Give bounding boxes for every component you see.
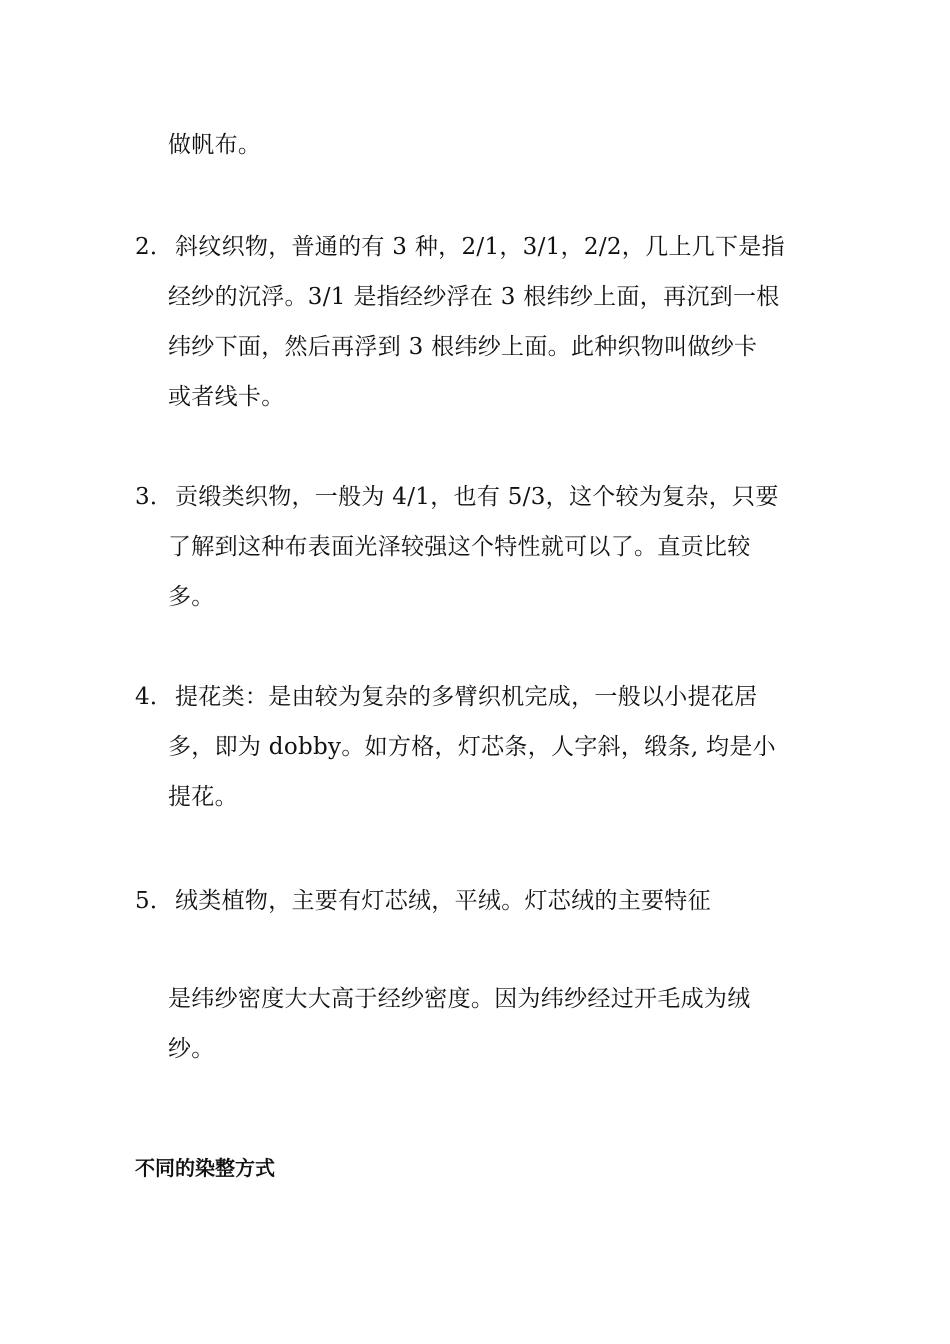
item-3-line-2: 了解到这种布表面光泽较强这个特性就可以了。直贡比较 xyxy=(168,534,751,560)
item-5-line-1: 绒类植物，主要有灯芯绒，平绒。灯芯绒的主要特征 xyxy=(175,888,711,914)
item-3-line-3: 多。 xyxy=(168,584,215,610)
item-2-line-1: 斜纹织物，普通的有 3 种，2/1，3/1，2/2，几上几下是指 xyxy=(175,234,785,260)
item-number: 3． xyxy=(135,484,174,510)
item-2-line-2: 经纱的沉浮。3/1 是指经纱浮在 3 根纬纱上面，再沉到一根 xyxy=(168,284,780,310)
item-3-line-1: 贡缎类织物，一般为 4/1，也有 5/3，这个较为复杂，只要 xyxy=(175,484,779,510)
item-number: 4． xyxy=(135,684,174,710)
item-4-line-1: 提花类：是由较为复杂的多臂织机完成，一般以小提花居 xyxy=(175,684,758,710)
continuation-line-1: 是纬纱密度大大高于经纱密度。因为纬纱经过开毛成为绒 xyxy=(168,986,751,1012)
item-2-line-3: 纬纱下面，然后再浮到 3 根纬纱上面。此种织物叫做纱卡 xyxy=(168,334,758,360)
item-2-line-4: 或者线卡。 xyxy=(168,384,285,410)
item-number: 5． xyxy=(135,888,174,914)
item-4-line-2: 多，即为 dobby。如方格，灯芯条，人字斜，缎条, 均是小 xyxy=(168,734,776,760)
item-number: 2． xyxy=(135,234,174,260)
section-heading: 不同的染整方式 xyxy=(135,1156,275,1180)
continuation-line-2: 纱。 xyxy=(168,1036,215,1062)
item-4-line-3: 提花。 xyxy=(168,784,238,810)
intro-line: 做帆布。 xyxy=(168,132,262,158)
